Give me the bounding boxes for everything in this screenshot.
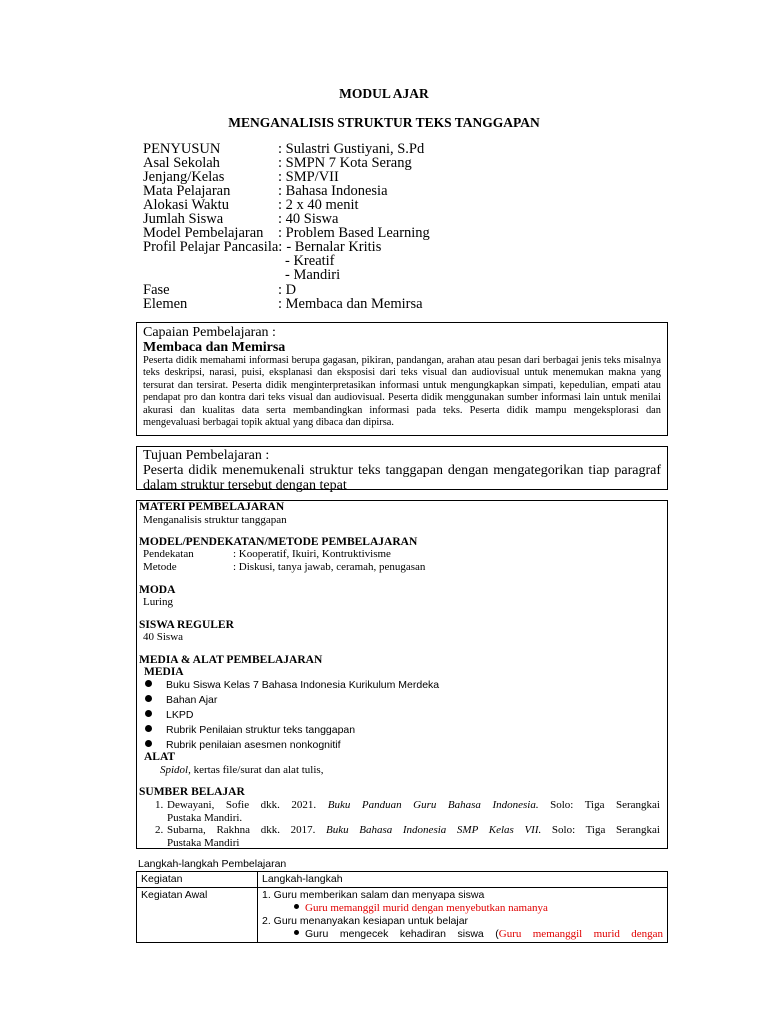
identity-row	[143, 156, 412, 170]
document-title: MODUL AJAR	[339, 86, 429, 101]
identity-label: Jumlah Siswa	[143, 211, 224, 227]
identity-row	[143, 184, 388, 198]
identity-value: : SMP/VII	[278, 169, 339, 185]
tujuan-heading: Tujuan Pembelajaran :	[143, 448, 270, 463]
media-subheading: MEDIA	[144, 666, 184, 678]
step-text: 2. Guru menanyakan kesiapan untuk belajar	[262, 915, 469, 927]
media-heading: MEDIA & ALAT PEMBELAJARAN	[139, 654, 323, 666]
identity-label: Mata Pelajaran	[143, 183, 231, 199]
media-item: Bahan Ajar	[145, 694, 217, 706]
profil-item: - Bernalar Kritis	[286, 239, 382, 255]
profil-label: Profil Pelajar Pancasila:	[143, 239, 283, 255]
media-item: Rubrik Penilaian struktur teks tanggapan	[145, 724, 355, 736]
pendekatan-value: : Kooperatif, Ikuiri, Kontruktivisme	[233, 548, 391, 560]
fase-label: Fase	[143, 282, 170, 298]
identity-row	[143, 212, 338, 226]
pendekatan-row	[143, 548, 391, 560]
table-row	[137, 888, 668, 943]
identity-label: Jenjang/Kelas	[143, 169, 225, 185]
bullet-icon	[145, 725, 152, 732]
identity-row	[143, 198, 359, 212]
table-cell: Kegiatan Awal	[137, 888, 258, 943]
reference-item: 2. Subarna, Rakhna dkk. 2017. Buku Bahasa Indonesia SMP Kelas VII. Solo: Tiga Serangkai Pustaka Mandiri	[155, 824, 660, 849]
identity-value: : Problem Based Learning	[278, 225, 430, 241]
capaian-heading: Capaian Pembelajaran :	[143, 325, 276, 340]
bullet-icon	[145, 710, 152, 717]
langkah-table	[136, 871, 668, 943]
table-header-cell: Kegiatan	[137, 872, 258, 888]
tujuan-box	[136, 446, 668, 493]
bullet-icon	[145, 695, 152, 702]
capaian-body: Peserta didik memahami informasi berupa gagasan, pikiran, pandangan, arahan atau pesan dari berbagai jenis teks misalnya teks deskripsi, narasi, puisi, eksplanasi dan eksposisi dari teks visual dan audiovisual untuk menemukan makna yang tersurat dan tersirat. Peserta didik menginterpretasikan informasi untuk mengungkapkan simpati, kepedulian, empati atau pendapat pro dan kontra dari teks visual dan audiovisual. Peserta didik menggunakan sumber informasi lain untuk menilai akurasi dan kualitas data serta membandingkan informasi pada teks. Peserta didik mampu mengeksplorasi dan mengevaluasi berbagai topik aktual yang dibaca dan dipirsa.	[143, 355, 661, 429]
identity-value: : SMPN 7 Kota Serang	[278, 155, 412, 171]
table-header-row	[137, 872, 668, 888]
identity-value: : 2 x 40 menit	[278, 197, 359, 213]
sumber-heading: SUMBER BELAJAR	[139, 786, 245, 798]
siswa-text: 40 Siswa	[143, 631, 184, 643]
identity-value: : Sulastri Gustiyani, S.Pd	[278, 141, 425, 157]
profil-item: - Kreatif	[285, 253, 335, 269]
step-bullet: Guru memanggil murid dengan menyebutkan namanya	[262, 902, 663, 915]
identity-label: Model Pembelajaran	[143, 225, 264, 241]
moda-heading: MODA	[139, 584, 176, 596]
elemen-row	[143, 297, 423, 311]
moda-text: Luring	[143, 596, 173, 608]
alat-heading: ALAT	[144, 751, 176, 763]
identity-row	[143, 142, 424, 156]
identity-value: : 40 Siswa	[278, 211, 339, 227]
materi-text: Menganalisis struktur tanggapan	[143, 514, 287, 526]
reference-item: 1. Dewayani, Sofie dkk. 2021. Buku Panduan Guru Bahasa Indonesia. Solo: Tiga Serangkai Pustaka Mandiri.	[155, 799, 660, 824]
media-item: Buku Siswa Kelas 7 Bahasa Indonesia Kurikulum Merdeka	[145, 679, 439, 691]
capaian-subheading: Membaca dan Memirsa	[143, 340, 286, 355]
capaian-box	[136, 322, 668, 436]
document-subtitle: MENGANALISIS STRUKTUR TEKS TANGGAPAN	[228, 115, 540, 130]
langkah-caption: Langkah-langkah Pembelajaran	[138, 858, 287, 870]
tujuan-body: Peserta didik menemukenali struktur teks tanggapan dengan mengategorikan tiap paragraf dalam struktur tersebut dengan tepat	[143, 463, 661, 493]
step-bullet: Guru mengecek kehadiran siswa (Guru memanggil murid dengan	[262, 928, 663, 941]
metode-row	[143, 561, 425, 573]
identity-row	[143, 226, 430, 240]
siswa-heading: SISWA REGULER	[139, 619, 234, 631]
elemen-label: Elemen	[143, 296, 188, 312]
profil-item: - Mandiri	[285, 267, 341, 283]
media-item: LKPD	[145, 709, 193, 721]
identity-label: Alokasi Waktu	[143, 197, 229, 213]
elemen-value: : Membaca dan Memirsa	[278, 296, 423, 312]
fase-row	[143, 283, 296, 297]
media-item: Rubrik penilaian asesmen nonkognitif	[145, 739, 341, 751]
identity-label: Asal Sekolah	[143, 155, 220, 171]
table-cell	[258, 888, 668, 943]
fase-value: : D	[278, 282, 297, 298]
pendekatan-label: Pendekatan	[143, 548, 194, 560]
bullet-icon	[145, 740, 152, 747]
materi-heading: MATERI PEMBELAJARAN	[139, 501, 285, 513]
identity-label: PENYUSUN	[143, 141, 221, 157]
table-header-cell: Langkah-langkah	[258, 872, 668, 888]
bullet-icon	[145, 680, 152, 687]
bullet-icon	[294, 930, 299, 935]
identity-row	[143, 170, 339, 184]
model-heading: MODEL/PENDEKATAN/METODE PEMBELAJARAN	[139, 536, 418, 548]
metode-label: Metode	[143, 561, 177, 573]
bullet-icon	[294, 904, 299, 909]
metode-value: : Diskusi, tanya jawab, ceramah, penugasan	[233, 561, 426, 573]
alat-text: Spidol, kertas file/surat dan alat tulis,	[160, 764, 324, 776]
step-text: 1. Guru memberikan salam dan menyapa siswa	[262, 889, 485, 901]
identity-value: : Bahasa Indonesia	[278, 183, 388, 199]
profil-row	[143, 240, 381, 254]
